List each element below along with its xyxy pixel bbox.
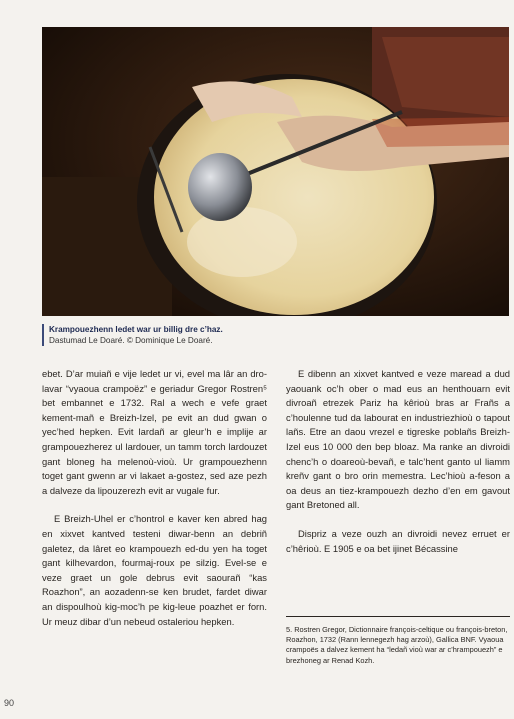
- left-column: [42, 367, 267, 629]
- crepe-photo-illustration: [42, 27, 509, 316]
- footnote: 5. Rostren Gregor, Dictionnaire françois-celtique ou françois-breton, Roazhon, 1732 (Rann lennegezh hag arzoù), Gallica BNF. Vyaoua crampoës a dalvez kement ha “ledañ vioù war ar c’hrampouezh” e brezhoneg ar Renad Kozh.: [286, 616, 510, 666]
- page-number: 90: [4, 698, 15, 708]
- caption-credit: Dastumad Le Doaré. © Dominique Le Doaré.: [49, 336, 213, 345]
- paragraph: E Breizh-Uhel er c’hontrol e kaver ken abred hag en xixvet kantved testeni diwar-benn an debriñ galetez, da lâret eo krampouezh ed-du yen ha toget gant kilhevardon, fourmaj-roux pe silzig. Evel-se e veze graet un gole debrus evit saourañ “kas Roazhon”, an aozadenn-se ken brudet, fardet diwar an dispoulhoù kig-moc’h pe kig-leue poazhet er forn. Ur meuz dibar d’un nebeud ostaleriou hepken.: [42, 513, 267, 627]
- paragraph: E dibenn an xixvet kantved e veze maread a dud yaouank oc’h ober o mad eus an henthouarn evit divroañ etrezek Pariz ha kêrioù bras ar Frañs a c’houlenne tud da labourat en industriezhioù o tapout lañs. Etre an daou vrezel e tigreske poblañs Breizh-Izel eus 10 000 den bep bloaz. Ma ranke an divroidi chenc’h o doareoù-bevañ, e talc’hent ganto ul liamm kreñv gant o bro orin memestra. Lec’hioù a-feson a oa deus an tiez-krampouezh dezho d’en em gavout gant Bretoned all.: [286, 368, 510, 511]
- photo-caption: [42, 324, 469, 346]
- crepe-photo: [42, 27, 509, 316]
- right-column: [286, 367, 510, 556]
- caption-title: Krampouezhenn ledet war ur billig dre c’haz.: [49, 325, 223, 334]
- paragraph: Dispriz a veze ouzh an divroidi nevez erruet er c’hêrioù. E 1905 e oa bet ijinet Bécassine: [286, 527, 510, 554]
- paragraph: ebet. D’ar muiañ e vije ledet ur vi, evel ma lâr an dro-lavar “vyaoua crampoëz” e geriadur Gregor Rostren⁵ bet embannet e 1732. Ral a wech e vefe graet kement-mañ e Breizh-Izel, pe evit an dud gwan o yec’hed hepken. Evit lardañ ar gleur’h e implije ar grampouezherez ul lardouer, un tamm torch lardouzet gant bloneg ha melenoù-vioù. Ur grampouezhenn toget gant gwenn ar vi lakaet a-gostez, sed aze pezh a dalveze da lipouzerezh evit ar vugale fur.: [42, 368, 267, 496]
